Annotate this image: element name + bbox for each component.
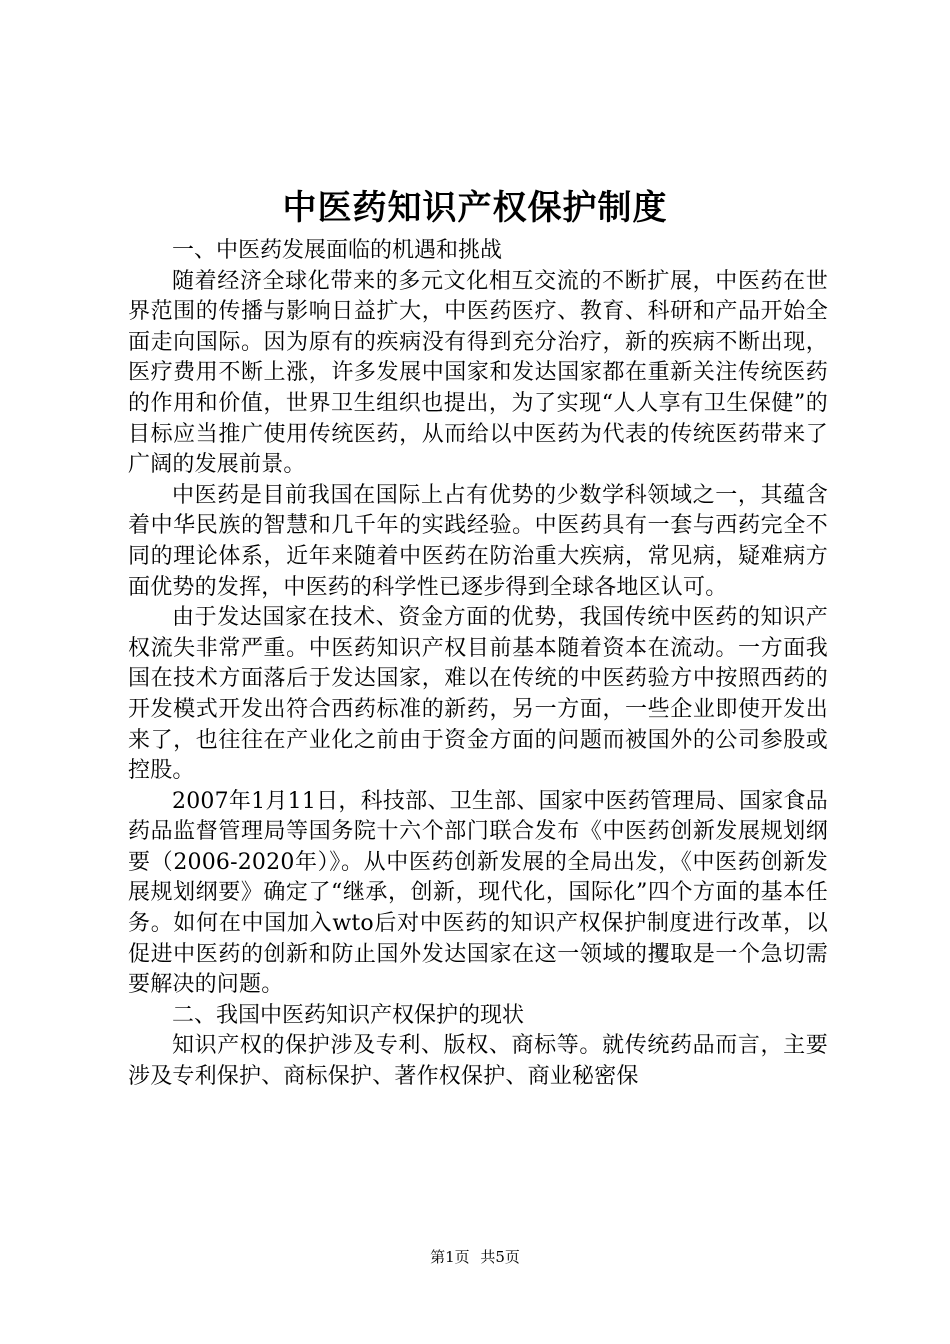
page-number-footer: 第1页 共5页 [430, 1248, 520, 1266]
section-heading-2: 二、我国中医药知识产权保护的现状 [172, 1002, 525, 1028]
document-body [128, 236, 828, 1093]
section-heading-1: 一、中医药发展面临的机遇和挑战 [172, 238, 503, 263]
paragraph-1: 随着经济全球化带来的多元文化相互交流的不断扩展，中医药在世界范围的传播与影响日益扩大，中医药医疗、教育、科研和产品开始全面走向国际。因为原有的疾病没有得到充分治疗，新的疾病不断出现，医疗费用不断上涨，许多发展中国家和发达国家都在重新关注传统医药的作用和价值，世界卫生组织也提出，为了实现“人人享有卫生保健”的目标应当推广使用传统医药，从而给以中医药为代表的传统医药带来了广阔的发展前景。 [128, 268, 828, 478]
paragraph-5: 知识产权的保护涉及专利、版权、商标等。就传统药品而言，主要涉及专利保护、商标保护、著作权保护、商业秘密保 [128, 1033, 828, 1090]
document-title: 中医药知识产权保护制度 [282, 188, 668, 228]
paragraph-4: 2007年1月11日，科技部、卫生部、国家中医药管理局、国家食品药品监督管理局等国务院十六个部门联合发布《中医药创新发展规划纲要（2006-2020年）》。从中医药创新发展的全局出发，《中医药创新发展规划纲要》确定了“继承，创新，现代化，国际化”四个方面的基本任务。如何在中国加入wto后对中医药的知识产权保护制度进行改革，以促进中医药的创新和防止国外发达国家在这一领域的攫取是一个急切需要解决的问题。 [128, 788, 828, 998]
paragraph-3: 由于发达国家在技术、资金方面的优势，我国传统中医药的知识产权流失非常严重。中医药知识产权目前基本随着资本在流动。一方面我国在技术方面落后于发达国家，难以在传统的中医药验方中按照西药的开发模式开发出符合西药标准的新药，另一方面，一些企业即使开发出来了，也往往在产业化之前由于资金方面的问题而被国外的公司参股或控股。 [128, 605, 828, 784]
paragraph-2: 中医药是目前我国在国际上占有优势的少数学科领域之一，其蕴含着中华民族的智慧和几千年的实践经验。中医药具有一套与西药完全不同的理论体系，近年来随着中医药在防治重大疾病，常见病，疑难病方面优势的发挥，中医药的科学性已逐步得到全球各地区认可。 [128, 482, 828, 600]
